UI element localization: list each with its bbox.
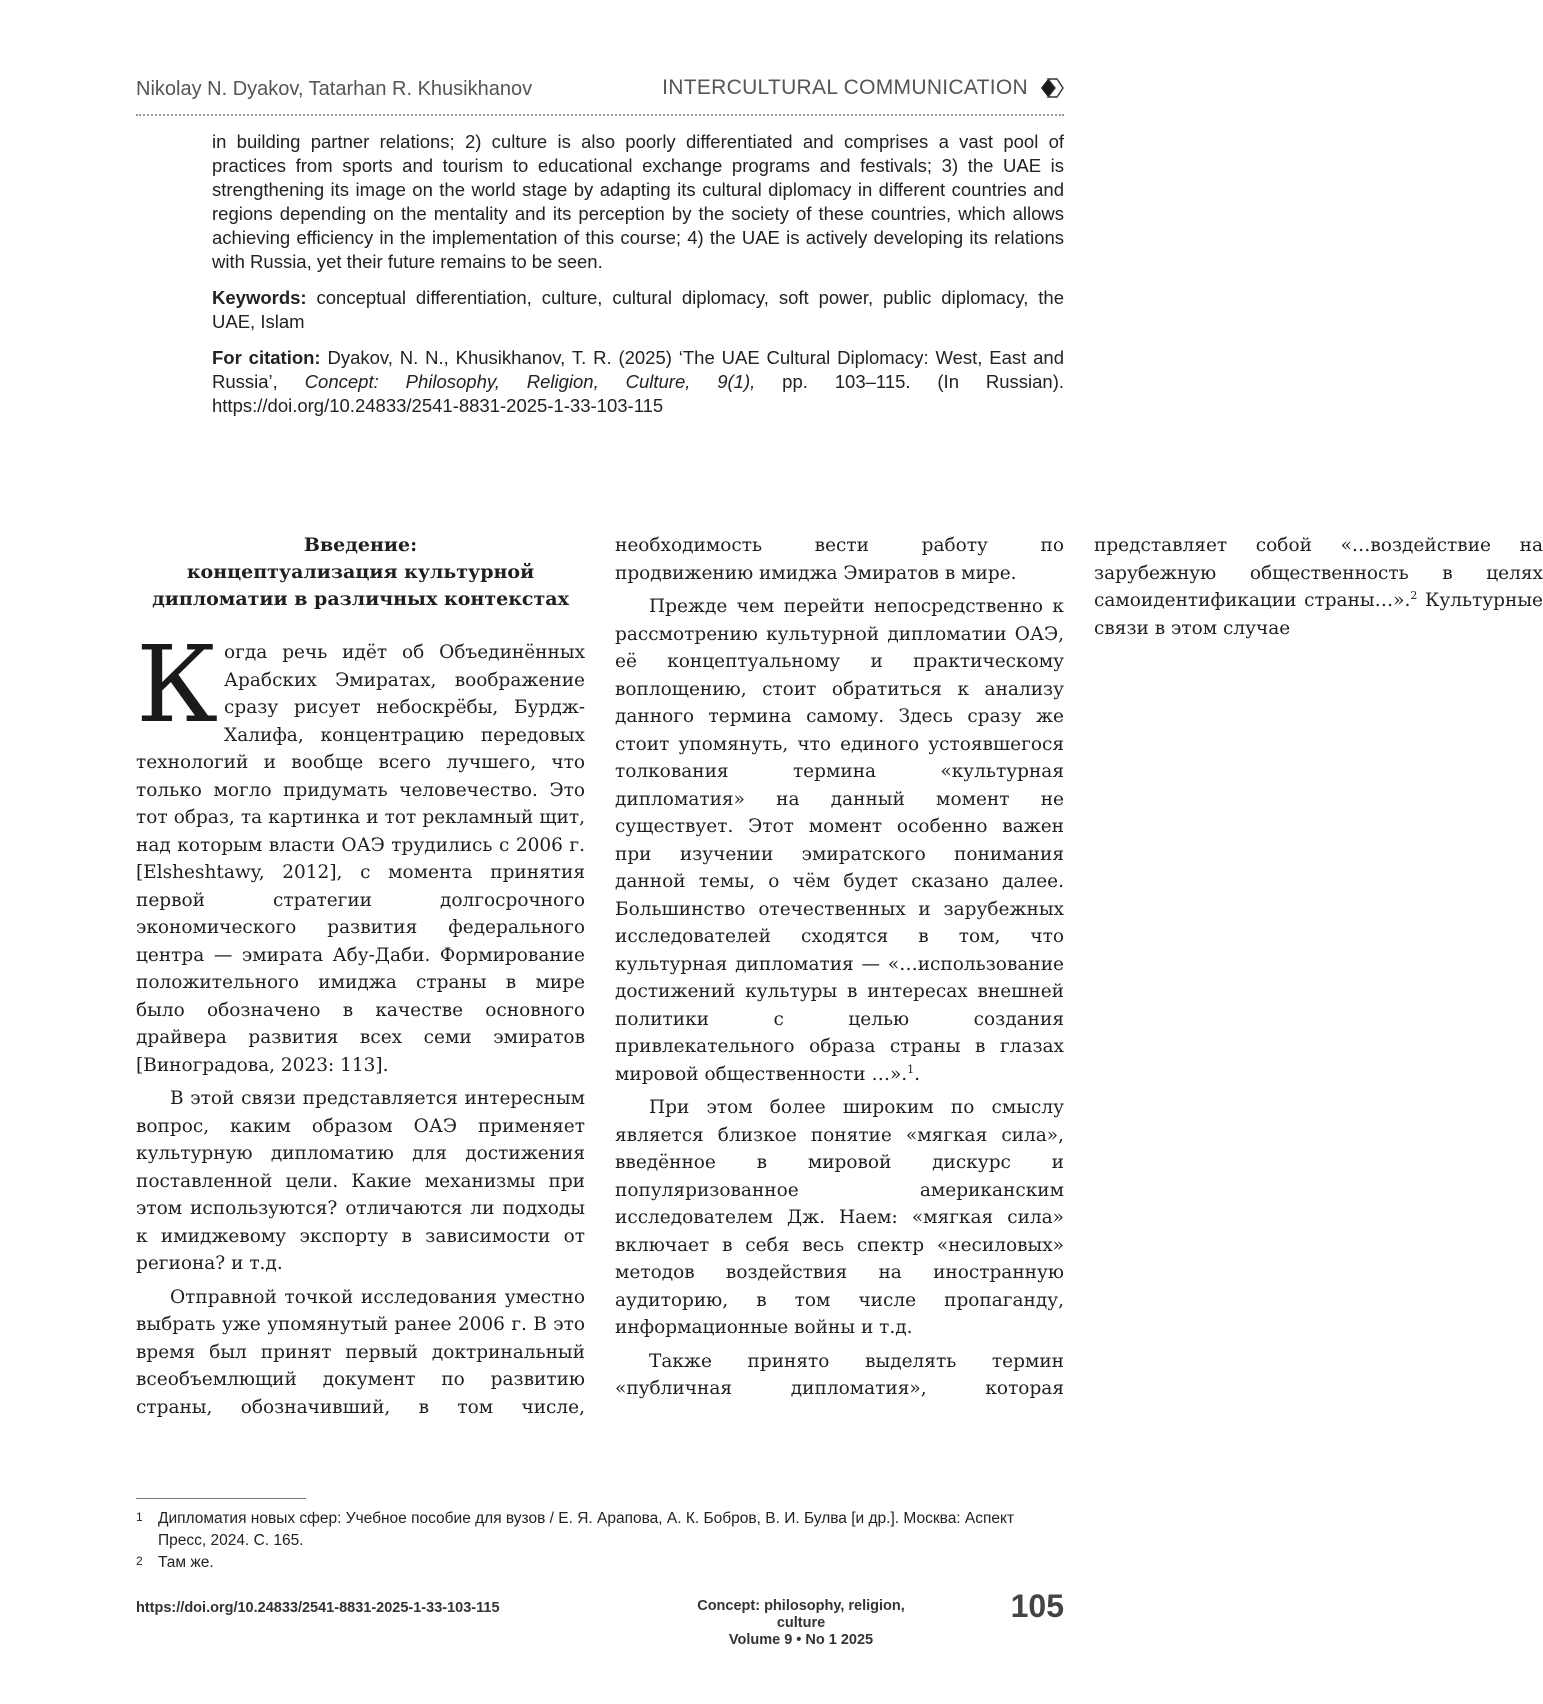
paragraph-6-text: Также принято выделять термин «публичная дипломатия», которая представляет собой «…воздействие на зарубежную общественность в целях самоидентификации страны…». (615, 535, 1543, 1399)
header-section-title: INTERCULTURAL COMMUNICATION (662, 76, 1028, 99)
footnote-number: 1 (136, 1510, 143, 1524)
citation-authors: Dyakov, N. N., Khusikhanov, T. R. (2025) ‘The UAE Cultural Diplomacy: West, East and Russia’, (212, 347, 1065, 392)
heading-line-3: дипломатии в различных контекстах (152, 588, 569, 610)
keywords-label: Keywords: (212, 287, 307, 308)
paragraph-1 (136, 623, 585, 1079)
section-diamond-icon (1034, 76, 1064, 100)
footnote-text: Дипломатия новых сфер: Учебное пособие для вузов / Е. Я. Арапова, А. К. Бобров, В. И. Булва [и др.]. Москва: Аспект Пресс, 2024. С. 165. (158, 1510, 1015, 1549)
footnote-number: 2 (136, 1554, 143, 1568)
paragraph-4: Прежде чем перейти непосредственно к рассмотрению культурной дипломатии ОАЭ, её концептуальному и практическому воплощению, стоит обратиться к анализу данного термина самому. Здесь сразу же стоит упомянуть, что единого устоявшегося толкования термина «культурная дипломатия» на данный момент не существует. Этот момент особенно важен при изучении эмиратского понимания данной темы, о чём будет сказано далее. Большинство отечественных и зарубежных исследователей сходятся в том, что культурная дипломатия — «…использование достижений культуры в интересах внешней политики с целью создания привлекательного образа страны в глазах мировой общественности …».$^1$. (615, 596, 1064, 1085)
footer-journal-title: Concept: philosophy, religion, culture (697, 1598, 905, 1631)
paragraph-5: При этом более широким по смыслу является близкое понятие «мягкая сила», введённое в мировой дискурс и популяризованное американским исследователем Дж. Наем: «мягкая сила» включает в себя весь спектр «несиловых» методов воздействия на иностранную аудиторию, в том числе пропаганду, информационные войны и т.д. (615, 1097, 1064, 1338)
header-authors: Nikolay N. Dyakov, Tatarhan R. Khusikhanov (136, 78, 533, 100)
article-body (136, 532, 1543, 1422)
paragraph-2: В этой связи представляется интересным вопрос, каким образом ОАЭ применяет культурную дипломатию для достижения поставленной цели. Какие механизмы при этом используются? отличаются ли подходы к имиджевому экспорту в зависимости от региона? и т.д. (136, 1088, 585, 1274)
paragraph-6-tail: Культурные связи в этом случае (1094, 590, 1543, 639)
abstract-text: in building partner relations; 2) culture is also poorly differentiated and comprises a vast pool of practices from sports and tourism to educational exchange programs and festivals; 3) the UAE is strengthening its image on the world stage by adapting its cultural diplomacy in different countries and regions depending on the mentality and its perception by the society of these countries, which allows achieving efficiency in the implementation of this course; 4) the UAE is actively developing its relations with Russia, yet their future remains to be seen. (212, 131, 1064, 272)
footer-journal (676, 1598, 926, 1649)
citation-journal: Concept: Philosophy, Religion, Culture, 9(1), (304, 371, 756, 392)
paragraph-4-text: Прежде чем перейти непосредственно к рассмотрению культурной дипломатии ОАЭ, её концептуальному и практическому воплощению, стоит обратиться к анализу данного термина самому. Здесь сразу же стоит упомянуть, что единого устоявшегося толкования термина «культурная дипломатия» на данный момент не существует. Этот момент особенно важен при изучении эмиратского понимания данной темы, о чём будет сказано далее. Большинство отечественных и зарубежных исследователей сходятся в том, что культурная дипломатия — «…использование достижений культуры в интересах внешней политики с целью создания привлекательного образа страны в глазах мировой общественности …». (615, 596, 1064, 1085)
footnote-ref-1[interactable]: 1 (907, 1062, 915, 1076)
citation-label: For citation: (212, 347, 321, 368)
running-header (136, 74, 1064, 116)
keywords-list: conceptual differentiation, culture, cultural diplomacy, soft power, public diplomacy, the UAE, Islam (212, 287, 1064, 332)
footnote-1 (136, 1508, 1064, 1552)
paragraph-1-text: огда речь идёт об Объединённых Арабских Эмиратах, воображение сразу рисует небоскрёбы, Бурдж-Халифа, концентрацию передовых технологий и вообще всего лучшего, что только могло придумать человечество. Это тот образ, та картинка и тот рекламный щит, над которым власти ОАЭ трудились с 2006 г. [Elsheshtawy, 2012], с момента принятия первой стратегии долгосрочного экономического развития федерального центра — эмирата Абу-Даби. Формирование положительного имиджа страны в мире было обозначено в качестве основного драйвера развития всех семи эмиратов [Виноградова, 2023: 113]. (136, 642, 585, 1076)
footnote-2 (136, 1552, 1064, 1574)
keywords (212, 286, 1064, 334)
page-number: 105 (1010, 1588, 1064, 1624)
drop-cap: К (136, 623, 219, 746)
section-heading (136, 532, 585, 613)
footnote-text: Там же. (158, 1554, 214, 1571)
footer-journal-issue: Volume 9 • No 1 2025 (728, 1632, 874, 1648)
abstract (212, 130, 1064, 430)
header-section (662, 76, 1064, 100)
heading-line-1: Введение: (303, 534, 418, 556)
citation-pages-doi: pp. 103–115. (In Russian). https://doi.org/10.24833/2541-8831-2025-1-33-103-115 (212, 371, 1064, 416)
heading-line-2: концептуализация культурной (186, 561, 535, 583)
citation (212, 346, 1064, 418)
paragraph-3: Отправной точкой исследования уместно выбрать уже упомянутый ранее 2006 г. В это время был принят первый доктринальный всеобъемлющий документ по развитию страны, обозначивший, в том числе, необходимость вести работу по продвижению имиджа Эмиратов в мире. (136, 535, 1064, 1418)
footnote-divider (136, 1498, 306, 1499)
footnotes (136, 1508, 1064, 1574)
footnote-ref-2[interactable]: 2 (1410, 588, 1418, 602)
footer-doi-link[interactable]: https://doi.org/10.24833/2541-8831-2025-1-33-103-115 (136, 1600, 500, 1616)
